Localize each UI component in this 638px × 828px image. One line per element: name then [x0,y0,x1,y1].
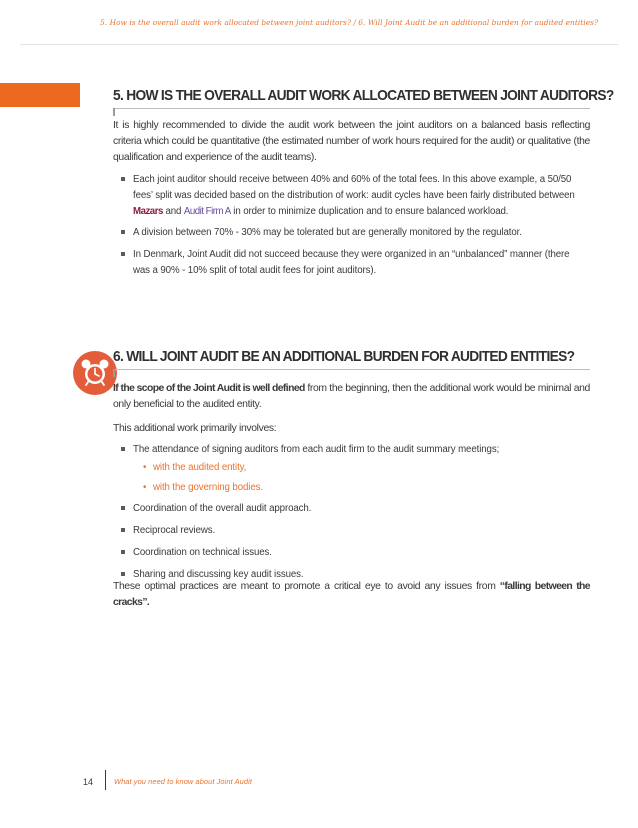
section5-bullet-list [121,172,581,285]
list-item: Sharing and discussing key audit issues. [121,567,581,583]
scope-well-defined-text: If the scope of the Joint Audit is well defined [113,383,305,394]
dot-bullet-icon: • [143,481,147,493]
sub-list-item: • with the governing bodies. [133,480,581,496]
section5-title-accent [113,108,115,116]
page-number: 14 [83,777,94,787]
section6-title-rule [113,369,590,370]
square-bullet-icon [121,528,125,532]
section-marker-tab [0,83,80,107]
list-item: A division between 70% - 30% may be tolerated but are generally monitored by the regulator. [121,225,581,241]
alarm-clock-icon [73,351,117,395]
square-bullet-icon [121,550,125,554]
section5-title: 5. HOW IS THE OVERALL AUDIT WORK ALLOCATED BETWEEN JOINT AUDITORS? [113,88,614,104]
section6-bullet-list [121,442,581,589]
sub-list-item: • with the audited entity, [133,460,581,476]
square-bullet-icon [121,177,125,181]
section6-title-accent [113,369,115,377]
running-header: 5. How is the overall audit work allocated between joint auditors? / 6. Will Joint Audit be an additional burden for audited entities? [100,18,598,27]
square-bullet-icon [121,447,125,451]
falling-between-cracks-text: “falling between the cracks”. [113,581,590,608]
section6-title: 6. WILL JOINT AUDIT BE AN ADDITIONAL BURDEN FOR AUDITED ENTITIES? [113,349,575,365]
sub-bullet-list [133,460,581,496]
square-bullet-icon [121,572,125,576]
square-bullet-icon [121,230,125,234]
footer-divider [105,770,106,790]
square-bullet-icon [121,506,125,510]
square-bullet-icon [121,252,125,256]
section6-lead: This additional work primarily involves: [113,423,277,434]
mazars-name: Mazars [133,205,163,217]
dot-bullet-icon: • [143,461,147,473]
list-item: Each joint auditor should receive between 40% and 60% of the total fees. In this above example, a 50/50 fees’ split was decided based on the distribution of work: audit cycles have been fairly distributed between Mazars and Audit Firm A in order to minimize duplication and to ensure balanced workload. [121,172,581,219]
list-item: Coordination on technical issues. [121,545,581,561]
header-divider [20,44,618,45]
list-item: Coordination of the overall audit approach. [121,501,581,517]
section6-closing: These optimal practices are meant to promote a critical eye to avoid any issues from “falling between the cracks”. [113,581,590,608]
section5-title-rule [113,108,590,109]
section6-intro: If the scope of the Joint Audit is well defined from the beginning, then the additional work would be minimal and only beneficial to the audited entity. [113,383,590,410]
publication-title: What you need to know about Joint Audit [114,777,252,786]
list-item: The attendance of signing auditors from each audit firm to the audit summary meetings; • with the audited entity, • with the governing bodies. [121,442,581,495]
section5-intro: It is highly recommended to divide the audit work between the joint auditors on a balanced basis reflecting criteria which could be quantitative (the estimated number of work hours required for the audit) or qualitative (the qualification and experience of the audit teams). [113,120,590,163]
audit-firm-a-name: Audit Firm A [183,205,231,217]
list-item: Reciprocal reviews. [121,523,581,539]
list-item: In Denmark, Joint Audit did not succeed because they were organized in an “unbalanced” manner (there was a 90% - 10% split of total audit fees for joint auditors). [121,247,581,279]
